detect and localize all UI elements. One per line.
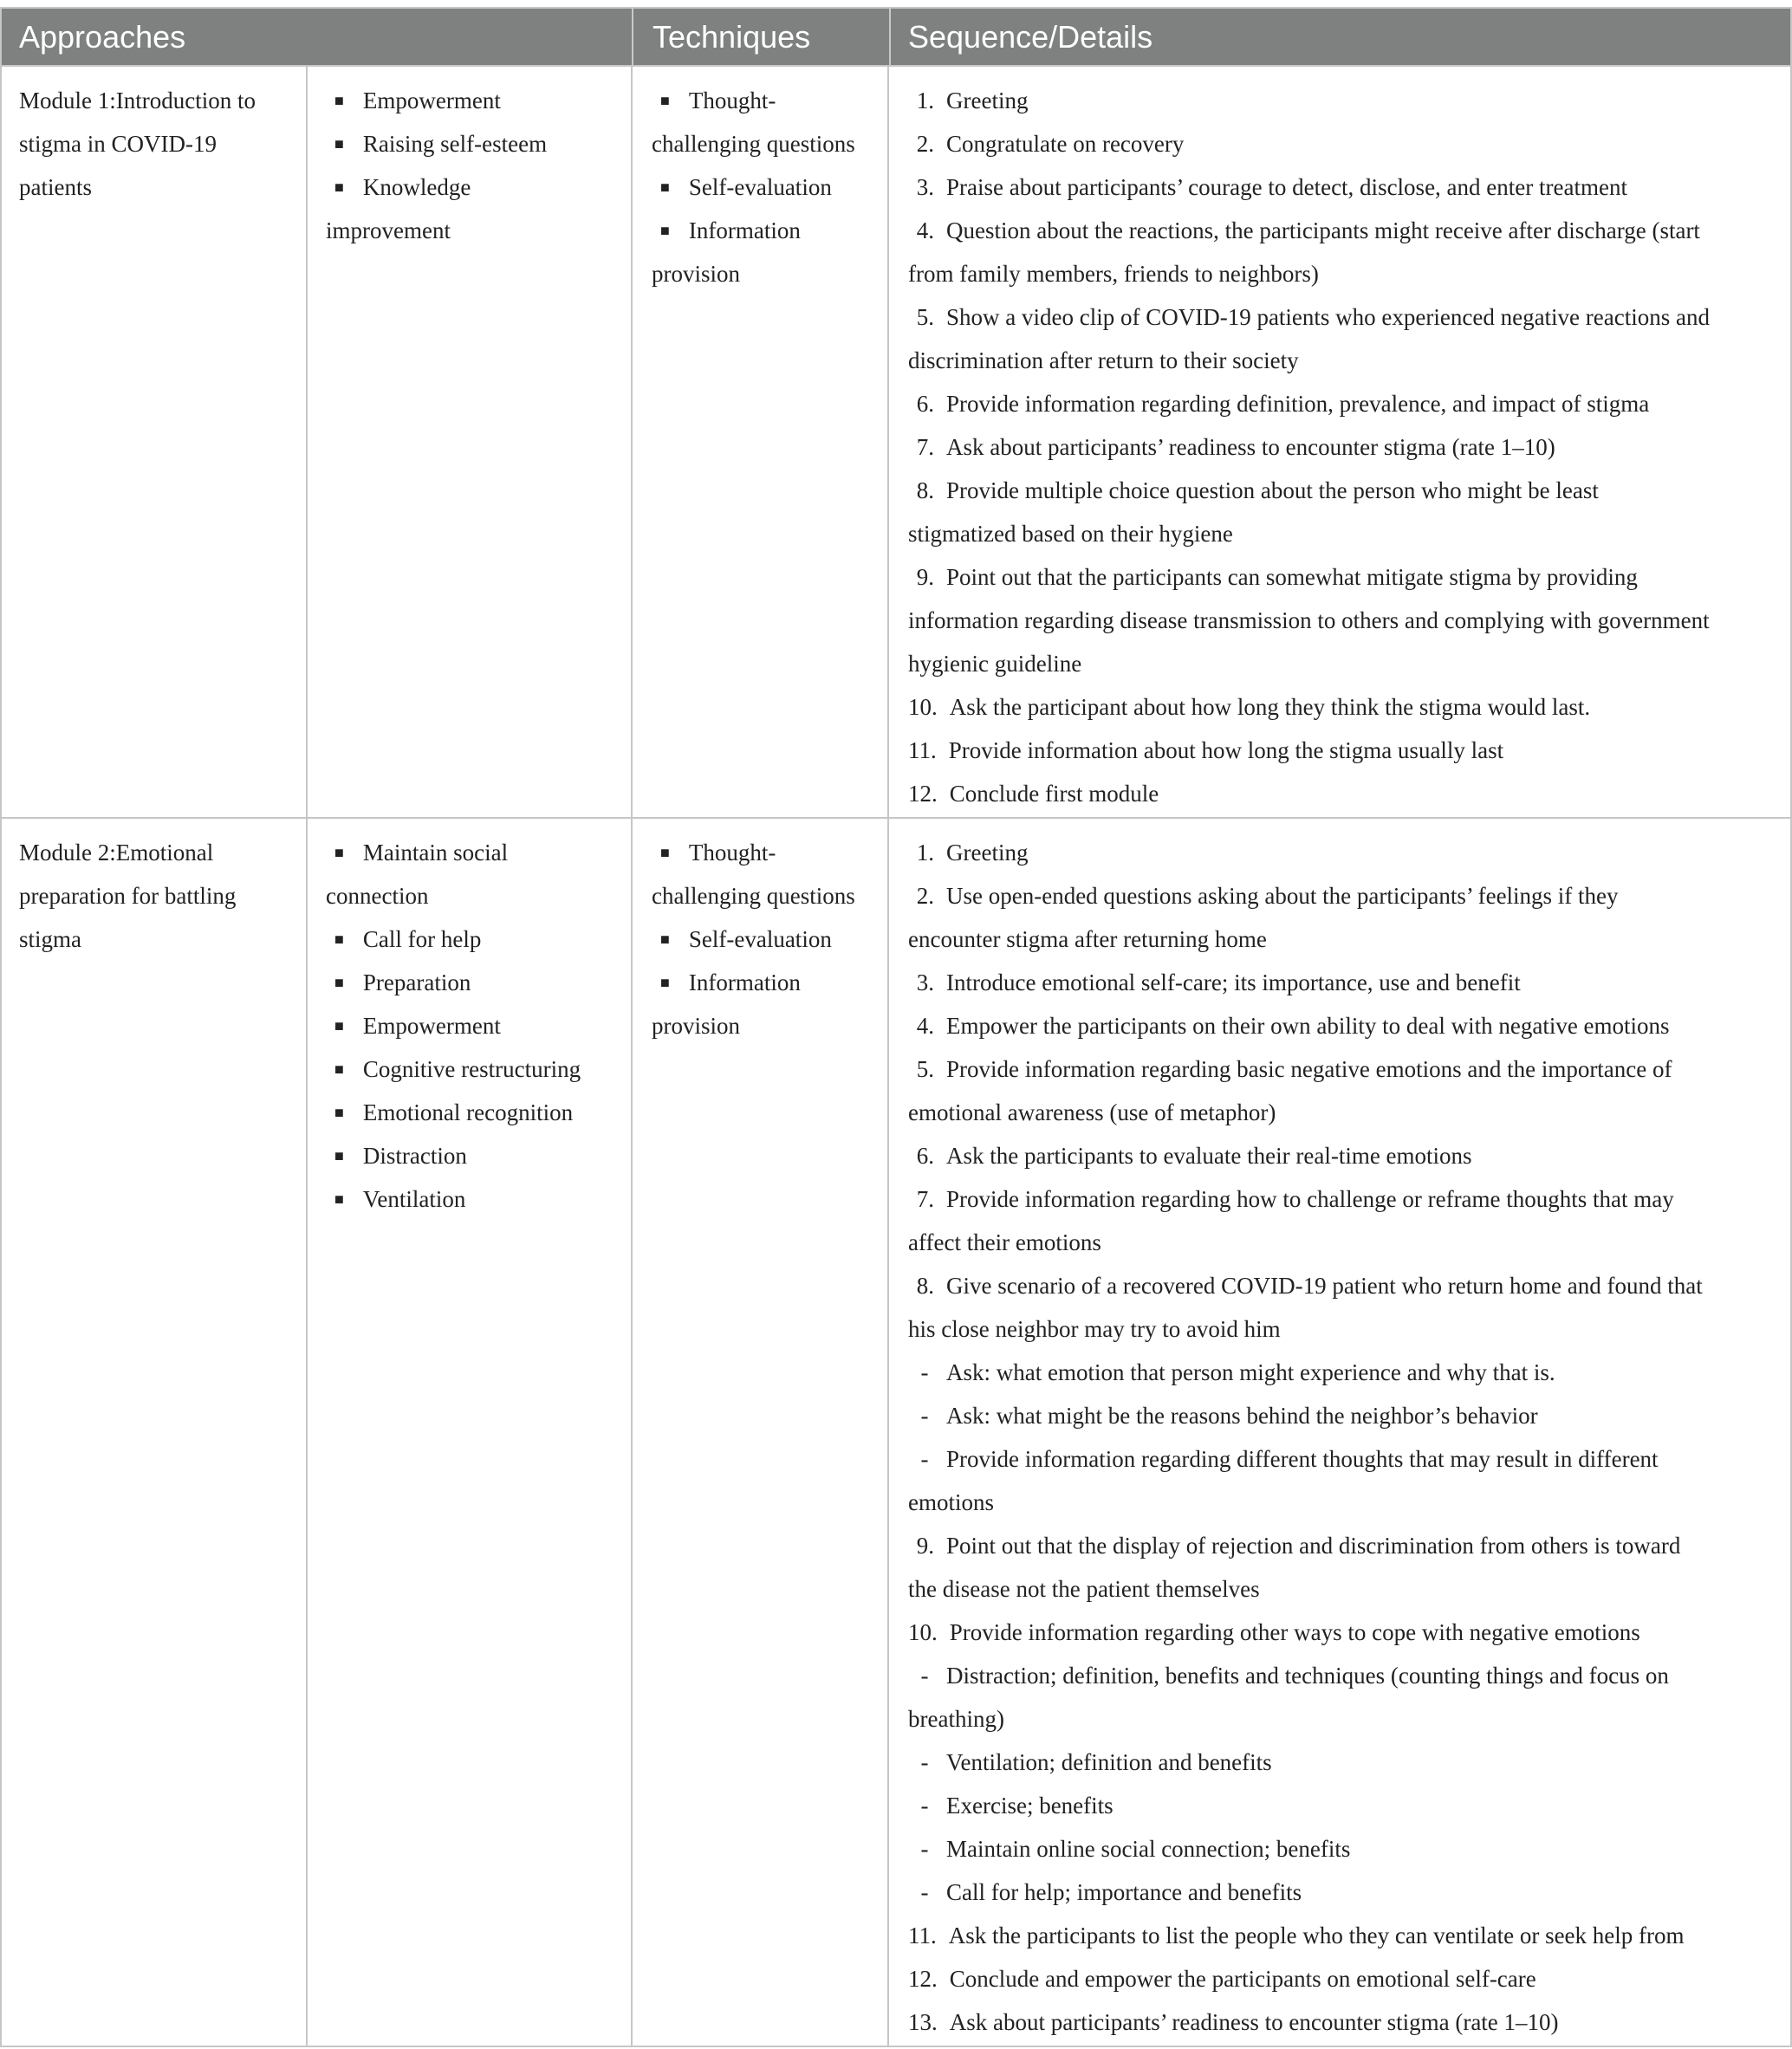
detail-text: Greeting: [946, 840, 1029, 866]
detail-text: discrimination after return to their society: [908, 347, 1299, 373]
technique-text: Information: [688, 217, 801, 243]
detail-step-number: 8.: [916, 1273, 934, 1299]
technique-text: Self-evaluation: [688, 174, 832, 200]
technique-item: [652, 918, 886, 961]
technique-item-continuation: [652, 1004, 886, 1047]
detail-text: Ask the participants to evaluate their real-time emotions: [946, 1143, 1472, 1169]
detail-text: Show a video clip of COVID-19 patients who experienced negative reactions and: [946, 304, 1710, 330]
detail-step: [908, 555, 1790, 599]
detail-text: hygienic guideline: [908, 651, 1082, 677]
detail-step: [908, 79, 1790, 122]
technique-item-continuation: [652, 122, 886, 165]
detail-text: Provide information regarding basic negative emotions and the importance of: [946, 1056, 1672, 1082]
detail-text: Ask: what emotion that person might experience and why that is.: [946, 1359, 1555, 1385]
approach-text: Emotional recognition: [362, 1099, 574, 1125]
approach-item: [326, 122, 629, 165]
detail-text: affect their emotions: [908, 1229, 1101, 1255]
detail-step-number: 7.: [916, 1186, 934, 1212]
detail-step: [908, 1047, 1790, 1091]
detail-step: [908, 1394, 1790, 1437]
detail-step: [908, 1827, 1790, 1871]
detail-text: Provide information regarding how to challenge or reframe thoughts that may: [946, 1186, 1674, 1212]
detail-step-number: 8.: [916, 477, 934, 503]
detail-step: [908, 1351, 1790, 1394]
approach-item: [326, 165, 629, 209]
detail-text: Provide information regarding definition, prevalence, and impact of stigma: [946, 391, 1650, 417]
detail-step-number: 2.: [916, 883, 934, 909]
detail-step: [908, 295, 1790, 339]
detail-text: Congratulate on recovery: [946, 131, 1185, 157]
detail-text: Provide multiple choice question about the person who might be least: [946, 477, 1599, 503]
detail-text: information regarding disease transmission to others and complying with government: [908, 607, 1710, 633]
detail-step: [908, 831, 1790, 874]
detail-step: [908, 874, 1790, 918]
approach-text: Maintain social: [362, 840, 509, 866]
detail-text: Point out that the display of rejection and discrimination from others is toward: [946, 1533, 1681, 1559]
approach-item: [326, 1004, 629, 1047]
detail-text: his close neighbor may try to avoid him: [908, 1316, 1281, 1342]
detail-step: [908, 1437, 1790, 1481]
table-row: [0, 67, 1792, 819]
detail-text: Ask the participants to list the people who they can ventilate or seek help from: [948, 1923, 1685, 1948]
approach-item: [326, 918, 629, 961]
detail-step: [908, 772, 1790, 815]
module-title-line: stigma in COVID-19: [19, 131, 217, 157]
column-divider: [306, 819, 308, 2046]
detail-step: [908, 1654, 1790, 1697]
detail-text: Provide information regarding different thoughts that may result in different: [946, 1446, 1659, 1472]
detail-dash-marker: -: [920, 1793, 929, 1819]
detail-text: Conclude and empower the participants on emotional self-care: [949, 1966, 1536, 1992]
detail-text: Exercise; benefits: [946, 1793, 1114, 1819]
detail-step: [908, 1914, 1790, 1957]
detail-text: Greeting: [946, 88, 1029, 113]
module-cell: [19, 831, 305, 961]
detail-step: [908, 729, 1790, 772]
approach-item: [326, 1177, 629, 1221]
approach-text: Distraction: [362, 1143, 467, 1169]
detail-text: Ask the participant about how long they think the stigma would last.: [949, 694, 1591, 720]
detail-text: Praise about participants’ courage to detect, disclose, and enter treatment: [946, 174, 1627, 200]
approach-text: Cognitive restructuring: [362, 1056, 581, 1082]
detail-dash-marker: -: [920, 1446, 929, 1472]
header-sequence-details: Sequence/Details: [908, 19, 1153, 55]
approach-item: [326, 831, 629, 874]
detail-text: the disease not the patient themselves: [908, 1576, 1260, 1602]
technique-text: challenging questions: [652, 131, 855, 157]
detail-step: [908, 382, 1790, 425]
detail-text: Conclude first module: [949, 781, 1159, 807]
detail-step: [908, 1741, 1790, 1784]
detail-step-continuation: [908, 252, 1790, 295]
technique-item-continuation: [652, 252, 886, 295]
detail-step-number: 11.: [908, 737, 937, 763]
detail-dash-marker: -: [920, 1663, 929, 1689]
detail-step: [908, 1611, 1790, 1654]
approach-item: [326, 1091, 629, 1134]
detail-step-continuation: [908, 512, 1790, 555]
approach-text: connection: [326, 883, 429, 909]
detail-text: Give scenario of a recovered COVID-19 patient who return home and found that: [946, 1273, 1703, 1299]
approach-text: Knowledge: [362, 174, 471, 200]
approach-text: Empowerment: [362, 88, 501, 113]
technique-item: [652, 961, 886, 1004]
detail-dash-marker: -: [920, 1749, 929, 1775]
approach-text: Raising self-esteem: [362, 131, 548, 157]
detail-text: Point out that the participants can somewhat mitigate stigma by providing: [946, 564, 1638, 590]
detail-text: Call for help; importance and benefits: [946, 1879, 1302, 1905]
header-divider: [632, 9, 633, 65]
detail-step: [908, 1957, 1790, 2000]
detail-text: emotions: [908, 1489, 994, 1515]
detail-step: [908, 1004, 1790, 1047]
detail-step: [908, 961, 1790, 1004]
module-title-line: Module 1:Introduction to: [19, 88, 256, 113]
detail-text: Provide information regarding other ways to cope with negative emotions: [949, 1619, 1640, 1645]
technique-text: provision: [652, 1013, 741, 1039]
techniques-cell: [652, 831, 886, 1047]
header-approaches: Approaches: [19, 19, 186, 55]
module-title-line: preparation for battling: [19, 883, 237, 909]
approach-item: [326, 1134, 629, 1177]
detail-step-number: 9.: [916, 564, 934, 590]
detail-step: [908, 469, 1790, 512]
technique-item: [652, 831, 886, 874]
technique-text: Thought-: [688, 840, 776, 866]
detail-step: [908, 209, 1790, 252]
detail-step-number: 4.: [916, 1013, 934, 1039]
technique-text: provision: [652, 261, 741, 287]
detail-text: Introduce emotional self-care; its importance, use and benefit: [946, 969, 1521, 995]
detail-step: [908, 685, 1790, 729]
detail-dash-marker: -: [920, 1403, 929, 1429]
module-title-line: stigma: [19, 926, 81, 952]
detail-step: [908, 1177, 1790, 1221]
detail-step-number: 5.: [916, 304, 934, 330]
detail-step-continuation: [908, 918, 1790, 961]
techniques-cell: [652, 79, 886, 295]
detail-step-number: 10.: [908, 1619, 938, 1645]
column-divider: [631, 819, 633, 2046]
detail-step-continuation: [908, 599, 1790, 642]
module-title-line: patients: [19, 174, 92, 200]
detail-step-number: 10.: [908, 694, 938, 720]
details-cell: [908, 831, 1790, 2044]
detail-step-number: 13.: [908, 2009, 938, 2035]
detail-text: Ask: what might be the reasons behind the neighbor’s behavior: [946, 1403, 1538, 1429]
detail-dash-marker: -: [920, 1359, 929, 1385]
detail-step-number: 3.: [916, 969, 934, 995]
column-divider: [887, 67, 889, 817]
module-title-line: Module 2:Emotional: [19, 840, 214, 866]
detail-step-number: 4.: [916, 217, 934, 243]
technique-item: [652, 165, 886, 209]
approach-item-continuation: [326, 874, 629, 918]
technique-item-continuation: [652, 874, 886, 918]
detail-text: from family members, friends to neighbors): [908, 261, 1319, 287]
approach-text: improvement: [326, 217, 451, 243]
table-row: [0, 819, 1792, 2047]
detail-step-number: 6.: [916, 1143, 934, 1169]
detail-text: Ask about participants’ readiness to encounter stigma (rate 1–10): [946, 434, 1555, 460]
approaches-cell: [326, 831, 629, 1221]
detail-text: stigmatized based on their hygiene: [908, 521, 1233, 547]
detail-step-number: 2.: [916, 131, 934, 157]
detail-step: [908, 425, 1790, 469]
detail-step-continuation: [908, 1567, 1790, 1611]
technique-text: Thought-: [688, 88, 776, 113]
approach-item-continuation: [326, 209, 629, 252]
approach-item: [326, 1047, 629, 1091]
column-divider: [306, 67, 308, 817]
detail-text: breathing): [908, 1706, 1004, 1732]
detail-step: [908, 1871, 1790, 1914]
technique-text: Information: [688, 969, 801, 995]
detail-text: Maintain online social connection; benefits: [946, 1836, 1351, 1862]
approach-item: [326, 961, 629, 1004]
detail-dash-marker: -: [920, 1879, 929, 1905]
detail-step-continuation: [908, 1697, 1790, 1741]
protocol-table: [0, 7, 1792, 2047]
detail-text: Question about the reactions, the participants might receive after discharge (start: [946, 217, 1700, 243]
technique-text: Self-evaluation: [688, 926, 832, 952]
detail-step-continuation: [908, 1091, 1790, 1134]
detail-step-number: 7.: [916, 434, 934, 460]
header-techniques: Techniques: [653, 19, 811, 55]
detail-text: Empower the participants on their own ability to deal with negative emotions: [946, 1013, 1670, 1039]
detail-step-number: 5.: [916, 1056, 934, 1082]
approach-text: Call for help: [362, 926, 482, 952]
detail-step-number: 11.: [908, 1923, 937, 1948]
detail-text: Provide information about how long the stigma usually last: [948, 737, 1504, 763]
detail-step: [908, 1134, 1790, 1177]
technique-item: [652, 79, 886, 122]
table-header-row: [0, 7, 1792, 67]
detail-step-number: 12.: [908, 1966, 938, 1992]
technique-item: [652, 209, 886, 252]
detail-step: [908, 165, 1790, 209]
detail-step-number: 12.: [908, 781, 938, 807]
detail-text: Ask about participants’ readiness to encounter stigma (rate 1–10): [949, 2009, 1559, 2035]
detail-step-number: 1.: [916, 88, 934, 113]
column-divider: [887, 819, 889, 2046]
detail-text: emotional awareness (use of metaphor): [908, 1099, 1276, 1125]
header-divider: [889, 9, 891, 65]
detail-step: [908, 2000, 1790, 2044]
detail-step-number: 3.: [916, 174, 934, 200]
detail-step-continuation: [908, 642, 1790, 685]
module-cell: [19, 79, 305, 209]
detail-text: Ventilation; definition and benefits: [946, 1749, 1272, 1775]
detail-step: [908, 1524, 1790, 1567]
detail-step: [908, 122, 1790, 165]
approach-item: [326, 79, 629, 122]
detail-step-number: 9.: [916, 1533, 934, 1559]
approach-text: Empowerment: [362, 1013, 501, 1039]
detail-step: [908, 1784, 1790, 1827]
technique-text: challenging questions: [652, 883, 855, 909]
detail-step-continuation: [908, 1307, 1790, 1351]
detail-step: [908, 1264, 1790, 1307]
detail-text: Distraction; definition, benefits and techniques (counting things and focus on: [946, 1663, 1669, 1689]
detail-step-continuation: [908, 339, 1790, 382]
details-cell: [908, 79, 1790, 815]
detail-text: encounter stigma after returning home: [908, 926, 1267, 952]
detail-dash-marker: -: [920, 1836, 929, 1862]
detail-text: Use open-ended questions asking about the participants’ feelings if they: [946, 883, 1619, 909]
approaches-cell: [326, 79, 629, 252]
approach-text: Ventilation: [362, 1186, 466, 1212]
column-divider: [631, 67, 633, 817]
detail-step-continuation: [908, 1481, 1790, 1524]
approach-text: Preparation: [362, 969, 471, 995]
detail-step-number: 6.: [916, 391, 934, 417]
detail-step-continuation: [908, 1221, 1790, 1264]
detail-step-number: 1.: [916, 840, 934, 866]
